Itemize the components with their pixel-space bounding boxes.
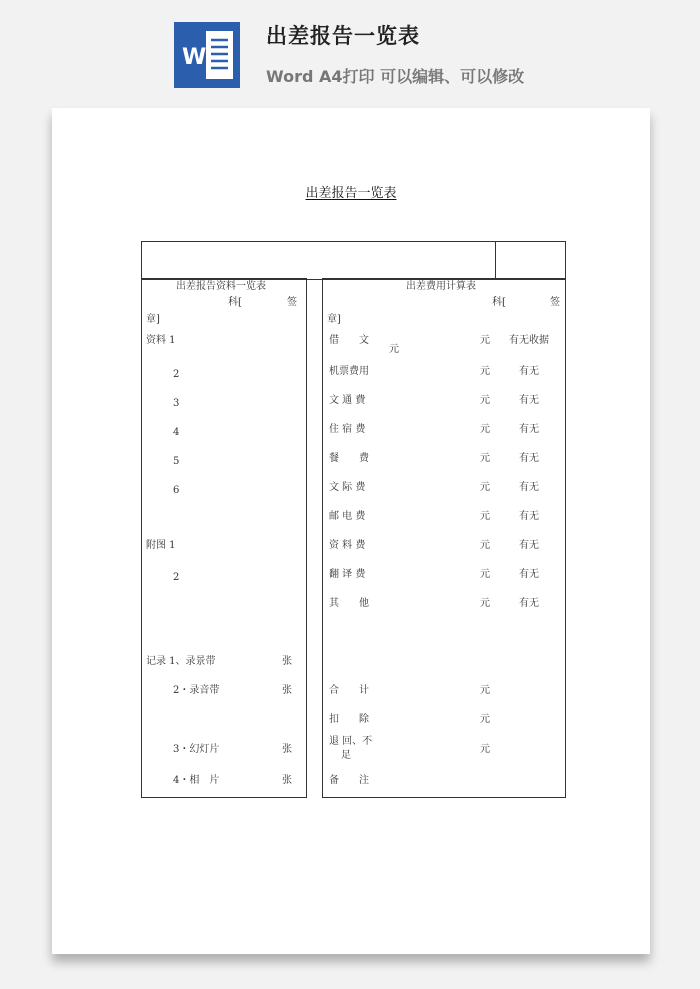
expense-panel	[322, 278, 566, 798]
expense-label: 文 际 费	[329, 482, 366, 493]
expense-unit: 元	[480, 424, 490, 435]
expense-label: 资 料 费	[329, 540, 366, 551]
expense-note: 有无	[519, 453, 539, 464]
materials-label: 资料 1	[146, 335, 176, 346]
ke-label: 科[	[492, 297, 506, 308]
refund-label: 退 回、不	[329, 736, 373, 747]
expense-unit: 元	[480, 511, 490, 522]
materials-number: 6	[173, 485, 180, 496]
borrow-yuan: 元	[389, 344, 399, 355]
expense-label: 机票费用	[329, 366, 369, 377]
expense-label: 住 宿 费	[329, 424, 366, 435]
expense-note: 有无	[519, 366, 539, 377]
page-title: 出差报告一览表	[266, 24, 420, 48]
qian-label: 签	[550, 297, 560, 308]
zhang-label: 章]	[327, 314, 341, 325]
expense-label: 邮 电 费	[329, 511, 366, 522]
deduct-label: 扣 除	[329, 714, 369, 725]
document-title: 出差报告一览表	[305, 186, 397, 201]
page-subtitle: Word A4打印 可以编辑、可以修改	[266, 67, 525, 86]
expense-unit: 元	[480, 366, 490, 377]
materials-heading: 出差报告资料一览表	[176, 281, 266, 292]
expense-heading: 出差费用计算表	[406, 281, 476, 292]
record-label: 记录 1、录景带	[146, 656, 216, 667]
refund-label-line2: 足	[341, 750, 351, 761]
expense-label: 翻 译 费	[329, 569, 366, 580]
qian-label: 签	[287, 297, 297, 308]
word-document-icon	[174, 22, 240, 88]
record-label: 4・相 片	[173, 775, 220, 786]
document-page	[52, 108, 650, 954]
total-label: 合 计	[329, 685, 369, 696]
materials-number: 4	[173, 427, 180, 438]
refund-unit: 元	[480, 744, 490, 755]
record-unit: 张	[282, 656, 292, 667]
figures-label: 附图 1	[146, 540, 176, 551]
materials-number: 2	[173, 369, 180, 380]
expense-unit: 元	[480, 598, 490, 609]
expense-note: 有无	[519, 424, 539, 435]
expense-label: 餐 费	[329, 453, 369, 464]
expense-unit: 元	[480, 482, 490, 493]
word-icon-letter: W	[182, 45, 207, 70]
expense-unit: 元	[480, 395, 490, 406]
remarks-label: 备 注	[329, 775, 369, 786]
expense-note: 有无	[519, 569, 539, 580]
materials-number: 5	[173, 456, 180, 467]
total-unit: 元	[480, 685, 490, 696]
stamp-box	[495, 241, 566, 280]
record-unit: 张	[282, 775, 292, 786]
materials-number: 3	[173, 398, 180, 409]
expense-note: 有无	[519, 598, 539, 609]
record-unit: 张	[282, 744, 292, 755]
zhang-label: 章]	[146, 314, 160, 325]
expense-label: 借 文	[329, 335, 369, 346]
expense-note: 有无	[519, 482, 539, 493]
expense-unit: 元	[480, 335, 490, 346]
expense-label: 文 通 費	[329, 395, 366, 406]
record-unit: 张	[282, 685, 292, 696]
expense-note: 有无	[519, 395, 539, 406]
expense-unit: 元	[480, 569, 490, 580]
expense-unit: 元	[480, 453, 490, 464]
deduct-unit: 元	[480, 714, 490, 725]
record-label: 3・幻灯片	[173, 744, 220, 755]
record-label: 2・录音带	[173, 685, 220, 696]
expense-unit: 元	[480, 540, 490, 551]
expense-note: 有无收据	[509, 335, 549, 346]
ke-label: 科[	[228, 297, 242, 308]
expense-note: 有无	[519, 540, 539, 551]
expense-note: 有无	[519, 511, 539, 522]
materials-panel	[141, 278, 307, 798]
expense-label: 其 他	[329, 598, 369, 609]
figures-number: 2	[173, 572, 180, 583]
